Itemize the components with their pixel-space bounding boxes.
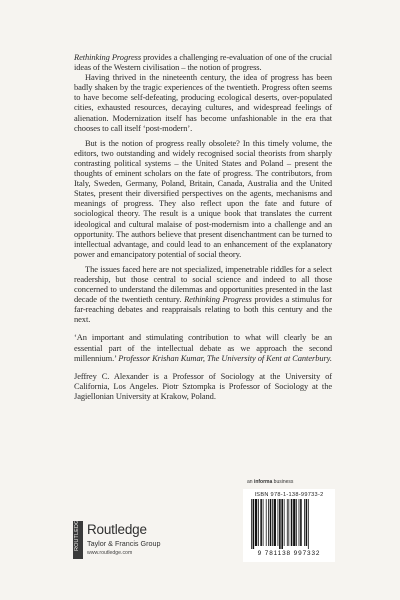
book-title-italic: Rethinking Progress: [74, 52, 142, 62]
blurb-paragraph-3: But is the notion of progress really obsolete? In this timely volume, the editors, two outstanding and widely recognised social theorists from sharply contrasting political systems – the United States and Poland – present the thoughts of eminent scholars on the fate of progress. The contributors, from Italy, Sweden, Germany, Poland, Britain, Canada, Australia and the United States, present their diversified perspectives on the agents, mechanisms and meanings of progress. They also reflect upon the fate and future of sociological theory. The result is a unique book that translates the current ideological and cultural malaise of post-modernism into a challenge and an opportunity. The authors believe that present disenchantment can be turned to intellectual advantage, and could lead to an enhancement of the explanatory power and emancipatory potential of social theory.: [74, 137, 332, 259]
barcode-icon: [251, 499, 327, 549]
endorsement-quote: [74, 332, 332, 362]
routledge-spine-mark: [73, 515, 83, 559]
informa-tagline: [247, 479, 293, 485]
blurb-paragraph-4: [74, 264, 332, 325]
quote-attribution: Professor Krishan Kumar, The University of Kent at Canterbury.: [118, 352, 332, 363]
barcode-digits: 9 781138 997332: [257, 550, 321, 557]
back-cover-text: [74, 52, 332, 401]
publisher-url: www.routledge.com: [87, 550, 133, 556]
author-bio: Jeffrey C. Alexander is a Professor of Sociology at the University of California, Los Angeles. Piotr Sztompka is Professor of Sociology at the Jagiellonian University at Krakow, Poland.: [74, 370, 332, 401]
routledge-logo: [73, 515, 173, 561]
blurb-paragraph-1: [74, 52, 332, 72]
publisher-name: Routledge: [87, 522, 147, 537]
quote-text: ‘An important and stimulating contribution to what will clearly be an essential part of the intellectual debate as we approach the second millennium.’: [74, 332, 332, 363]
book-title-italic: Rethinking Progress: [184, 294, 252, 305]
isbn-label: ISBN 978-1-138-99733-2: [254, 492, 324, 498]
informa-brand: informa: [253, 479, 273, 485]
publisher-group: Taylor & Francis Group: [87, 539, 161, 548]
blurb-paragraph-2: Having thrived in the nineteenth century, the idea of progress has been badly shaken by the tragic experiences of the twentieth. Progress often seems to have become self-defeating, producing ecological deserts, over-populated cities, exhausted resources, decaying cultures, and widespread feelings of alienation. Modernization itself has become unfashionable in the era that chooses to call itself ‘post-modern’.: [74, 72, 332, 133]
tagline-suffix: business: [272, 479, 294, 485]
barcode-panel: [243, 489, 335, 562]
blurb-p4-text: The issues faced here are not specialized, impenetrable riddles for a select readership, but those central to social science and indeed to all those concerned to understand the dilemmas and opportunities presented in the last decade of the twentieth century.: [74, 263, 332, 305]
blurb-p1-text: provides a challenging re-evaluation of one of the crucial ideas of the Western civilisation – the notion of progress.: [74, 52, 332, 73]
blurb-p5-text: provides a stimulus for far-reaching debates and reappraisals relating to both this century and the next.: [74, 294, 333, 325]
spine-mark-text: ROUTLEDGE: [74, 515, 80, 551]
tagline-prefix: an: [247, 479, 254, 485]
